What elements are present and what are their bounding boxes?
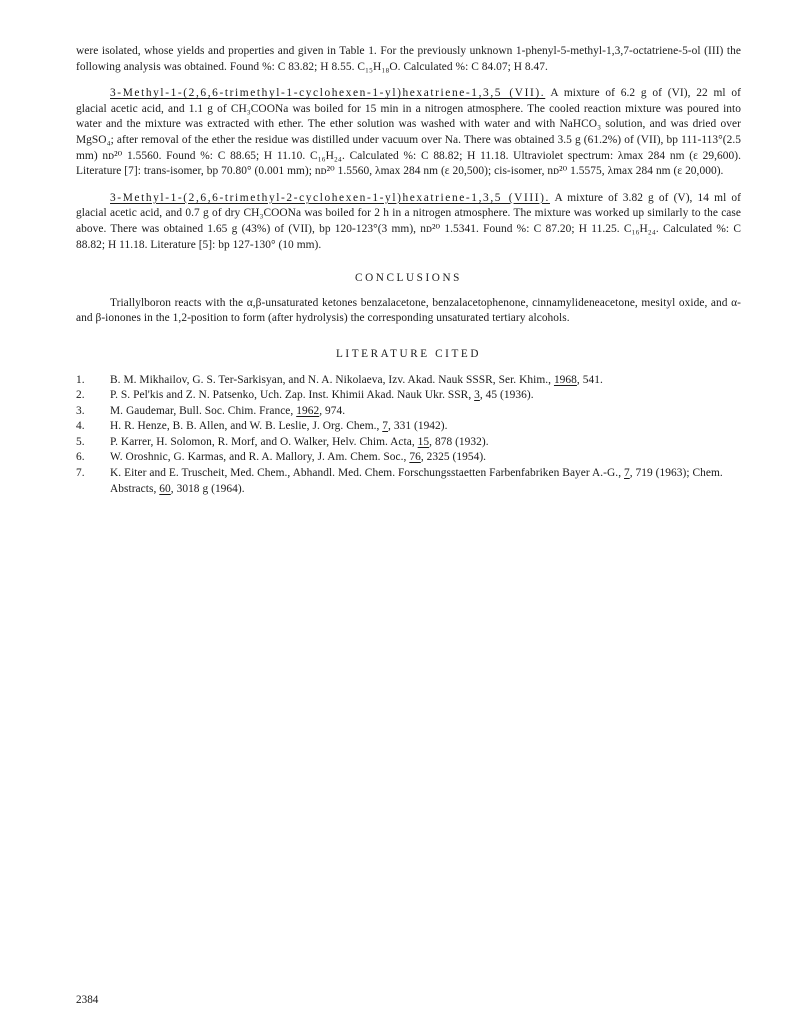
conclusions-text: Triallylboron reacts with the α,β-unsaturated ketones benzalacetone, benzalacetophenone, cinnamylideneacetone, mesityl oxide, and α- and β-ionones in the 1,2-position to form (after hydrolysis) the corresponding unsaturated tertiary alcohols. (76, 296, 741, 325)
compound-title-viii: 3-Methyl-1-(2,6,6-trimethyl-2-cyclohexen-1-yl)hexatriene-1,3,5 (VIII). (110, 191, 550, 204)
reference-volume: 7 (382, 420, 389, 433)
reference-text-end: , 2325 (1954). (420, 451, 487, 464)
reference-text-end: , 331 (1942). (388, 420, 448, 433)
reference-item (76, 388, 741, 404)
reference-volume: 1962 (296, 404, 320, 417)
page-number: 2384 (76, 994, 99, 1006)
reference-volume: 7 (624, 467, 630, 480)
reference-number: 5. (76, 435, 85, 448)
reference-text-end: , 878 (1932). (429, 435, 489, 448)
page-body (76, 0, 741, 497)
reference-item (76, 466, 741, 497)
reference-item (76, 419, 741, 435)
reference-text: P. Karrer, H. Solomon, R. Morf, and O. Walker, Helv. Chim. Acta, (110, 435, 418, 448)
reference-number: 3. (76, 404, 85, 417)
reference-number: 2. (76, 389, 85, 402)
reference-text: W. Oroshnic, G. Karmas, and R. A. Mallory, J. Am. Chem. Soc., (110, 451, 410, 464)
conclusions-heading: CONCLUSIONS (355, 272, 462, 285)
reference-item (76, 435, 741, 451)
reference-text: M. Gaudemar, Bull. Soc. Chim. France, (110, 404, 297, 417)
reference-volume: 1968 (553, 373, 577, 386)
reference-text-mid: , 719 (1963); Chem. Abstracts, (110, 467, 723, 495)
reference-list (76, 373, 741, 498)
reference-volume: 15 (417, 435, 430, 448)
reference-text-end: , 3018 g (1964). (170, 482, 245, 495)
reference-volume-2: 60 (159, 482, 171, 495)
reference-text-end: , 45 (1936). (479, 389, 534, 402)
literature-heading: LITERATURE CITED (335, 347, 482, 360)
compound-body-viii: A mixture of 3.82 g of (V), 14 ml of glacial acetic acid, and 0.7 g of dry CH₃COONa was boiled for 2 h in a nitrogen atmosphere. The mixture was worked up similarly to the case above. There was obtained 1.65 g (43%) of (VII), bp 120-123°(3 mm), nᴅ²⁰ 1.5341. Found %: C 87.20; H 11.25. C₁₆H₂₄. Calculated %: C 88.82; H 11.18. Literature [5]: bp 127-130° (10 mm). (76, 191, 741, 251)
paragraph-continuation: were isolated, whose yields and properties and given in Table 1. For the previously unknown 1-phenyl-5-methyl-1,3,7-octatriene-5-ol (III) the following analysis was obtained. Found %: C 83.82; H 8.55. C₁₅H₁₈O. Calculated %: C 84.07; H 8.47. (76, 45, 741, 73)
reference-item (76, 450, 741, 466)
reference-text: H. R. Henze, B. B. Allen, and W. B. Leslie, J. Org. Chem., (110, 420, 383, 433)
reference-number: 7. (76, 467, 85, 480)
reference-text: K. Eiter and E. Truscheit, Med. Chem., Abhandl. Med. Chem. Forschungsstaetten Farbenfabriken Bayer A.-G., (110, 467, 624, 480)
paragraph-compound-viii (76, 191, 741, 253)
reference-volume: 76 (409, 451, 421, 464)
reference-text: P. S. Pel'kis and Z. N. Patsenko, Uch. Zap. Inst. Khimii Akad. Nauk Ukr. SSR, (110, 389, 475, 402)
compound-title-vii: 3-Methyl-1-(2,6,6-trimethyl-1-cyclohexen-1-yl)hexatriene-1,3,5 (VII). (110, 87, 546, 100)
paragraph-compound-vii (76, 86, 741, 180)
reference-volume: 3 (474, 389, 480, 402)
reference-item (76, 404, 741, 420)
reference-item (76, 373, 741, 389)
reference-text-end: , 974. (319, 404, 346, 417)
reference-number: 6. (76, 451, 85, 464)
compound-body-vii: A mixture of 6.2 g of (VI), 22 ml of glacial acetic acid, and 1.1 g of CH₃COONa was boiled for 15 min in a nitrogen atmosphere. The cooled reaction mixture was poured into water and the mixture was extracted with ether. The ether solution was washed with water and with NaHCO₃ solution, and was dried over MgSO₄; after removal of the ether the residue was distilled under vacuum over Na. There was obtained 3.5 g (61.2%) of (VII), bp 111-113°(2.5 mm) nᴅ²⁰ 1.5560. Found %: C 88.65; H 11.10. C₁₆H₂₄. Calculated %: C 88.82; H 11.18. Ultraviolet spectrum: λmax 284 nm (ε 29,600). Literature [7]: trans-isomer, bp 70.80° (0.001 mm); nᴅ²⁰ 1.5560, λmax 284 nm (ε 20,500); cis-isomer, nᴅ²⁰ 1.5575, λmax 284 nm (ε 20,000). (76, 87, 741, 178)
reference-text: B. M. Mikhailov, G. S. Ter-Sarkisyan, and N. A. Nikolaeva, Izv. Akad. Nauk SSSR, Ser. Khim., (110, 373, 554, 386)
reference-text-end: , 541. (576, 373, 603, 386)
reference-number: 4. (76, 420, 85, 433)
reference-number: 1. (76, 373, 85, 386)
